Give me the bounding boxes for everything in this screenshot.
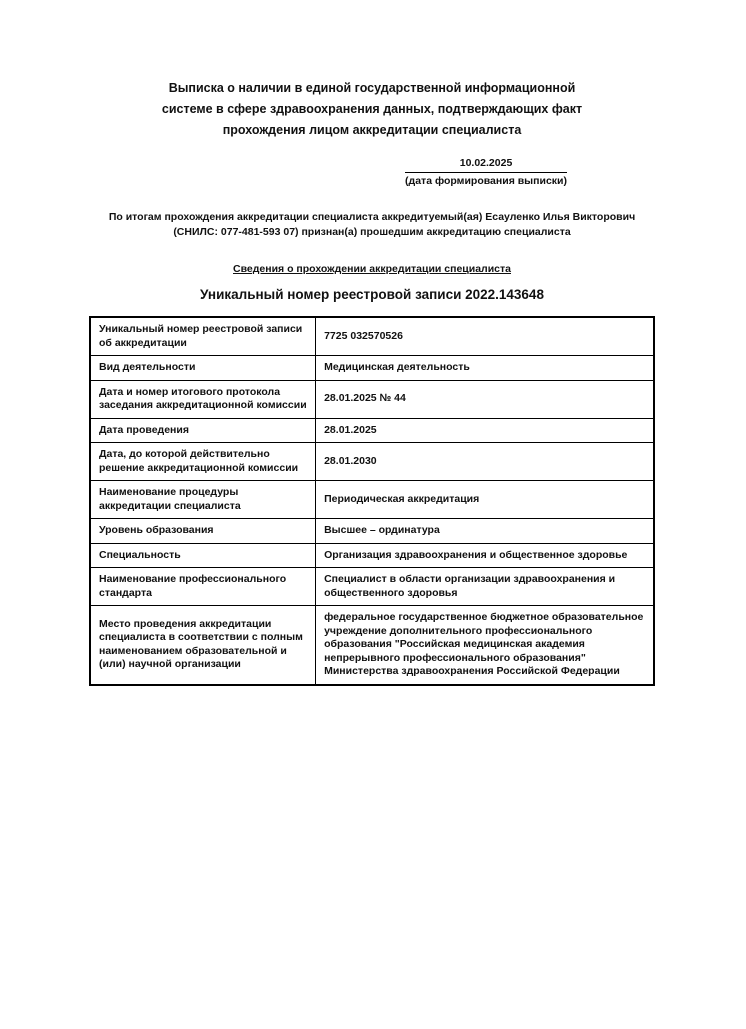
row-label: Наименование процедуры аккредитации специалиста — [90, 481, 316, 519]
row-value: Специалист в области организации здравоохранения и общественного здоровья — [316, 568, 654, 606]
table-row — [90, 568, 654, 606]
section-heading: Сведения о прохождении аккредитации специалиста — [233, 263, 511, 275]
table-row — [90, 606, 654, 685]
row-value: федеральное государственное бюджетное образовательное учреждение дополнительного профессионального образования "Российская медицинская академия непрерывного профессионального образования" Министерства здравоохранения Российской Федерации — [316, 606, 654, 685]
row-label: Место проведения аккредитации специалиста в соответствии с полным наименованием образовательной и (или) научной организации — [90, 606, 316, 685]
table-row — [90, 443, 654, 481]
registry-number-heading: Уникальный номер реестровой записи 2022.143648 — [200, 287, 544, 302]
table-row — [90, 481, 654, 519]
table-row — [90, 356, 654, 381]
table-row — [90, 543, 654, 568]
document-title — [89, 78, 655, 141]
row-value: 7725 032570526 — [316, 317, 654, 356]
row-label: Уникальный номер реестровой записи об аккредитации — [90, 317, 316, 356]
accreditation-summary-text: По итогам прохождения аккредитации специалиста аккредитуемый(ая) Есауленко Илья Викторович (СНИЛС: 077-481-593 07) признан(а) прошедшим аккредитацию специалиста — [108, 211, 636, 238]
row-label: Дата, до которой действительно решение аккредитационной комиссии — [90, 443, 316, 481]
title-line: системе в сфере здравоохранения данных, подтверждающих факт — [161, 102, 583, 116]
row-label: Дата проведения — [90, 418, 316, 443]
row-label: Уровень образования — [90, 519, 316, 544]
row-value: Периодическая аккредитация — [316, 481, 654, 519]
accreditation-details-table — [89, 316, 655, 686]
formation-date-value: 10.02.2025 — [405, 156, 567, 173]
row-value: 28.01.2025 — [316, 418, 654, 443]
title-line: Выписка о наличии в единой государственной информационной — [168, 81, 576, 95]
row-value: Организация здравоохранения и общественное здоровье — [316, 543, 654, 568]
row-value: Высшее – ординатура — [316, 519, 654, 544]
table-row — [90, 519, 654, 544]
formation-date-block — [89, 156, 655, 188]
row-label: Наименование профессионального стандарта — [90, 568, 316, 606]
row-label: Дата и номер итогового протокола заседания аккредитационной комиссии — [90, 380, 316, 418]
table-row — [90, 317, 654, 356]
row-value: 28.01.2025 № 44 — [316, 380, 654, 418]
row-value: 28.01.2030 — [316, 443, 654, 481]
table-row — [90, 380, 654, 418]
row-value: Медицинская деятельность — [316, 356, 654, 381]
formation-date-caption: (дата формирования выписки) — [405, 175, 567, 187]
row-label: Специальность — [90, 543, 316, 568]
title-line: прохождения лицом аккредитации специалиста — [222, 123, 522, 137]
row-label: Вид деятельности — [90, 356, 316, 381]
formation-date — [405, 156, 567, 188]
table-row — [90, 418, 654, 443]
